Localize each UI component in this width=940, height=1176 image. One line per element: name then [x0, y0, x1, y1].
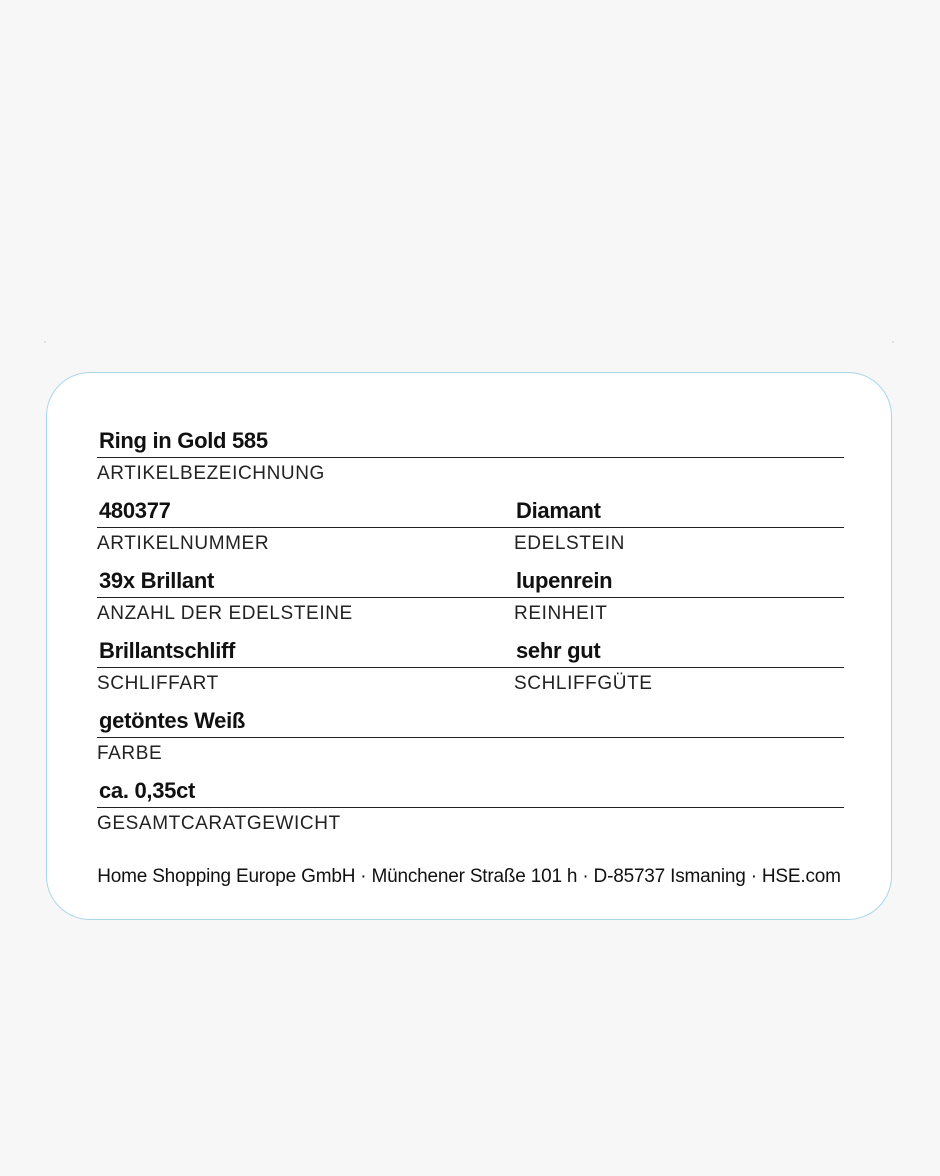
decorative-dot-right — [892, 341, 894, 343]
product-info-card — [46, 372, 892, 920]
field-cut-type — [97, 637, 515, 697]
color-label: FARBE — [97, 743, 163, 764]
divider — [97, 527, 515, 528]
article-number-value: 480377 — [99, 498, 171, 523]
divider — [514, 597, 844, 598]
field-gemstone-count — [97, 567, 515, 627]
decorative-dot-left — [44, 341, 46, 343]
divider — [97, 597, 515, 598]
cut-quality-label: SCHLIFFGÜTE — [514, 673, 653, 694]
total-carat-label: GESAMTCARATGEWICHT — [97, 813, 341, 834]
gemstone-label: EDELSTEIN — [514, 533, 625, 554]
field-clarity — [514, 567, 844, 627]
article-number-label: ARTIKELNUMMER — [97, 533, 270, 554]
article-name-value: Ring in Gold 585 — [99, 428, 268, 453]
field-gemstone — [514, 497, 844, 557]
cut-quality-value: sehr gut — [516, 638, 601, 663]
field-article-name — [97, 427, 844, 487]
field-article-number — [97, 497, 515, 557]
color-value: getöntes Weiß — [99, 708, 246, 733]
divider — [97, 807, 844, 808]
field-cut-quality — [514, 637, 844, 697]
field-color — [97, 707, 844, 767]
divider — [514, 527, 844, 528]
clarity-value: lupenrein — [516, 568, 613, 593]
gemstone-count-value: 39x Brillant — [99, 568, 215, 593]
divider — [514, 667, 844, 668]
clarity-label: REINHEIT — [514, 603, 608, 624]
total-carat-value: ca. 0,35ct — [99, 778, 196, 803]
field-total-carat — [97, 777, 844, 837]
article-name-label: ARTIKELBEZEICHNUNG — [97, 463, 325, 484]
company-footer: Home Shopping Europe GmbH · Münchener Straße 101 h · D-85737 Ismaning · HSE.com — [97, 866, 841, 887]
gemstone-value: Diamant — [516, 498, 601, 523]
divider — [97, 737, 844, 738]
cut-type-label: SCHLIFFART — [97, 673, 219, 694]
gemstone-count-label: ANZAHL DER EDELSTEINE — [97, 603, 353, 624]
divider — [97, 667, 515, 668]
divider — [97, 457, 844, 458]
cut-type-value: Brillantschliff — [99, 638, 236, 663]
